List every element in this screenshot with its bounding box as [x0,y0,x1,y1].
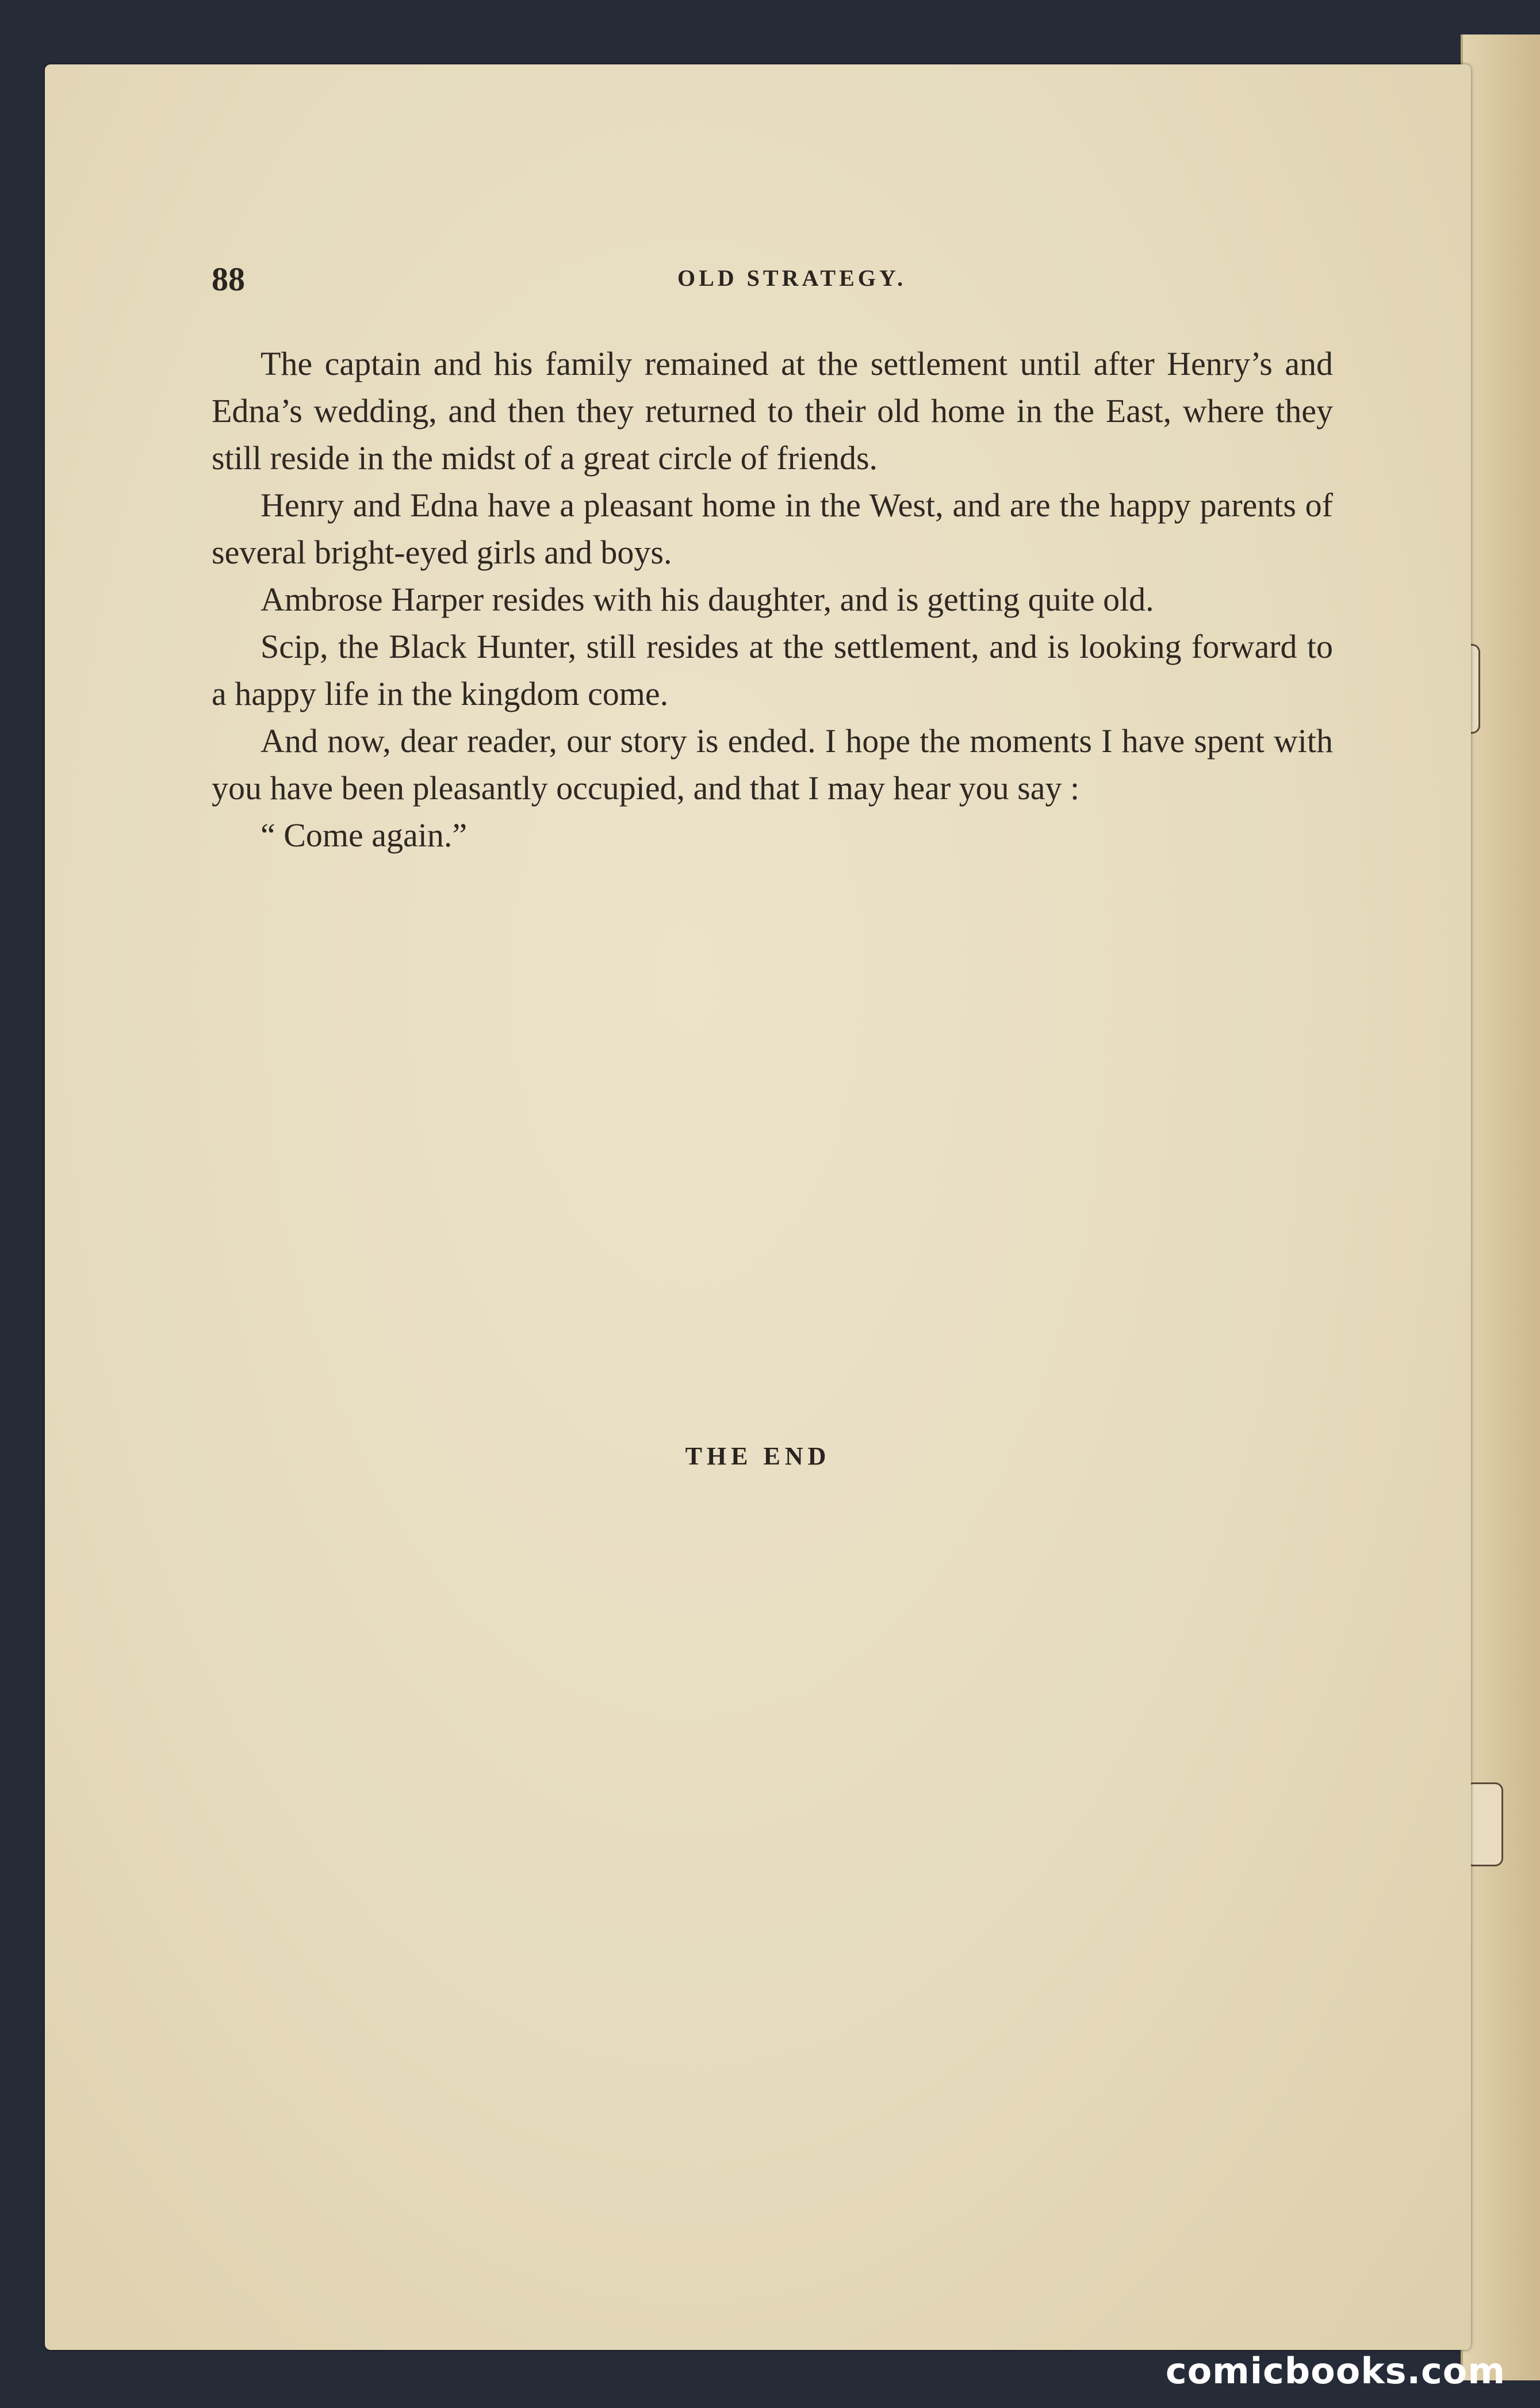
paragraph: Henry and Edna have a pleasant home in the West, and are the happy parents of several bright-eyed girls and boys. [212,486,1333,571]
watermark: comicbooks.com [1165,2350,1505,2392]
paragraph: Ambrose Harper resides with his daughter, and is getting quite old. [261,581,1154,618]
page-header [45,260,1471,306]
paragraph: “ Come again.” [261,816,468,854]
paragraph: And now, dear reader, our story is ended. I hope the moments I have spent with you have been pleasantly occupied, and that I may hear you say : [212,722,1333,807]
paragraph: The captain and his family remained at the settlement until after Henry’s and Edna’s wedding, and then they returned to their old home in the East, where they still reside in the midst of a great circle of friends. [212,345,1333,477]
book-spine [1461,34,1540,2380]
book-page [45,64,1471,2350]
running-title: OLD STRATEGY. [677,265,907,291]
page-number: 88 [212,260,245,298]
body-text [212,340,1333,859]
paragraph: Scip, the Black Hunter, still resides at the settlement, and is looking forward to a happy life in the kingdom come. [212,628,1333,712]
the-end-mark: THE END [685,1442,831,1470]
